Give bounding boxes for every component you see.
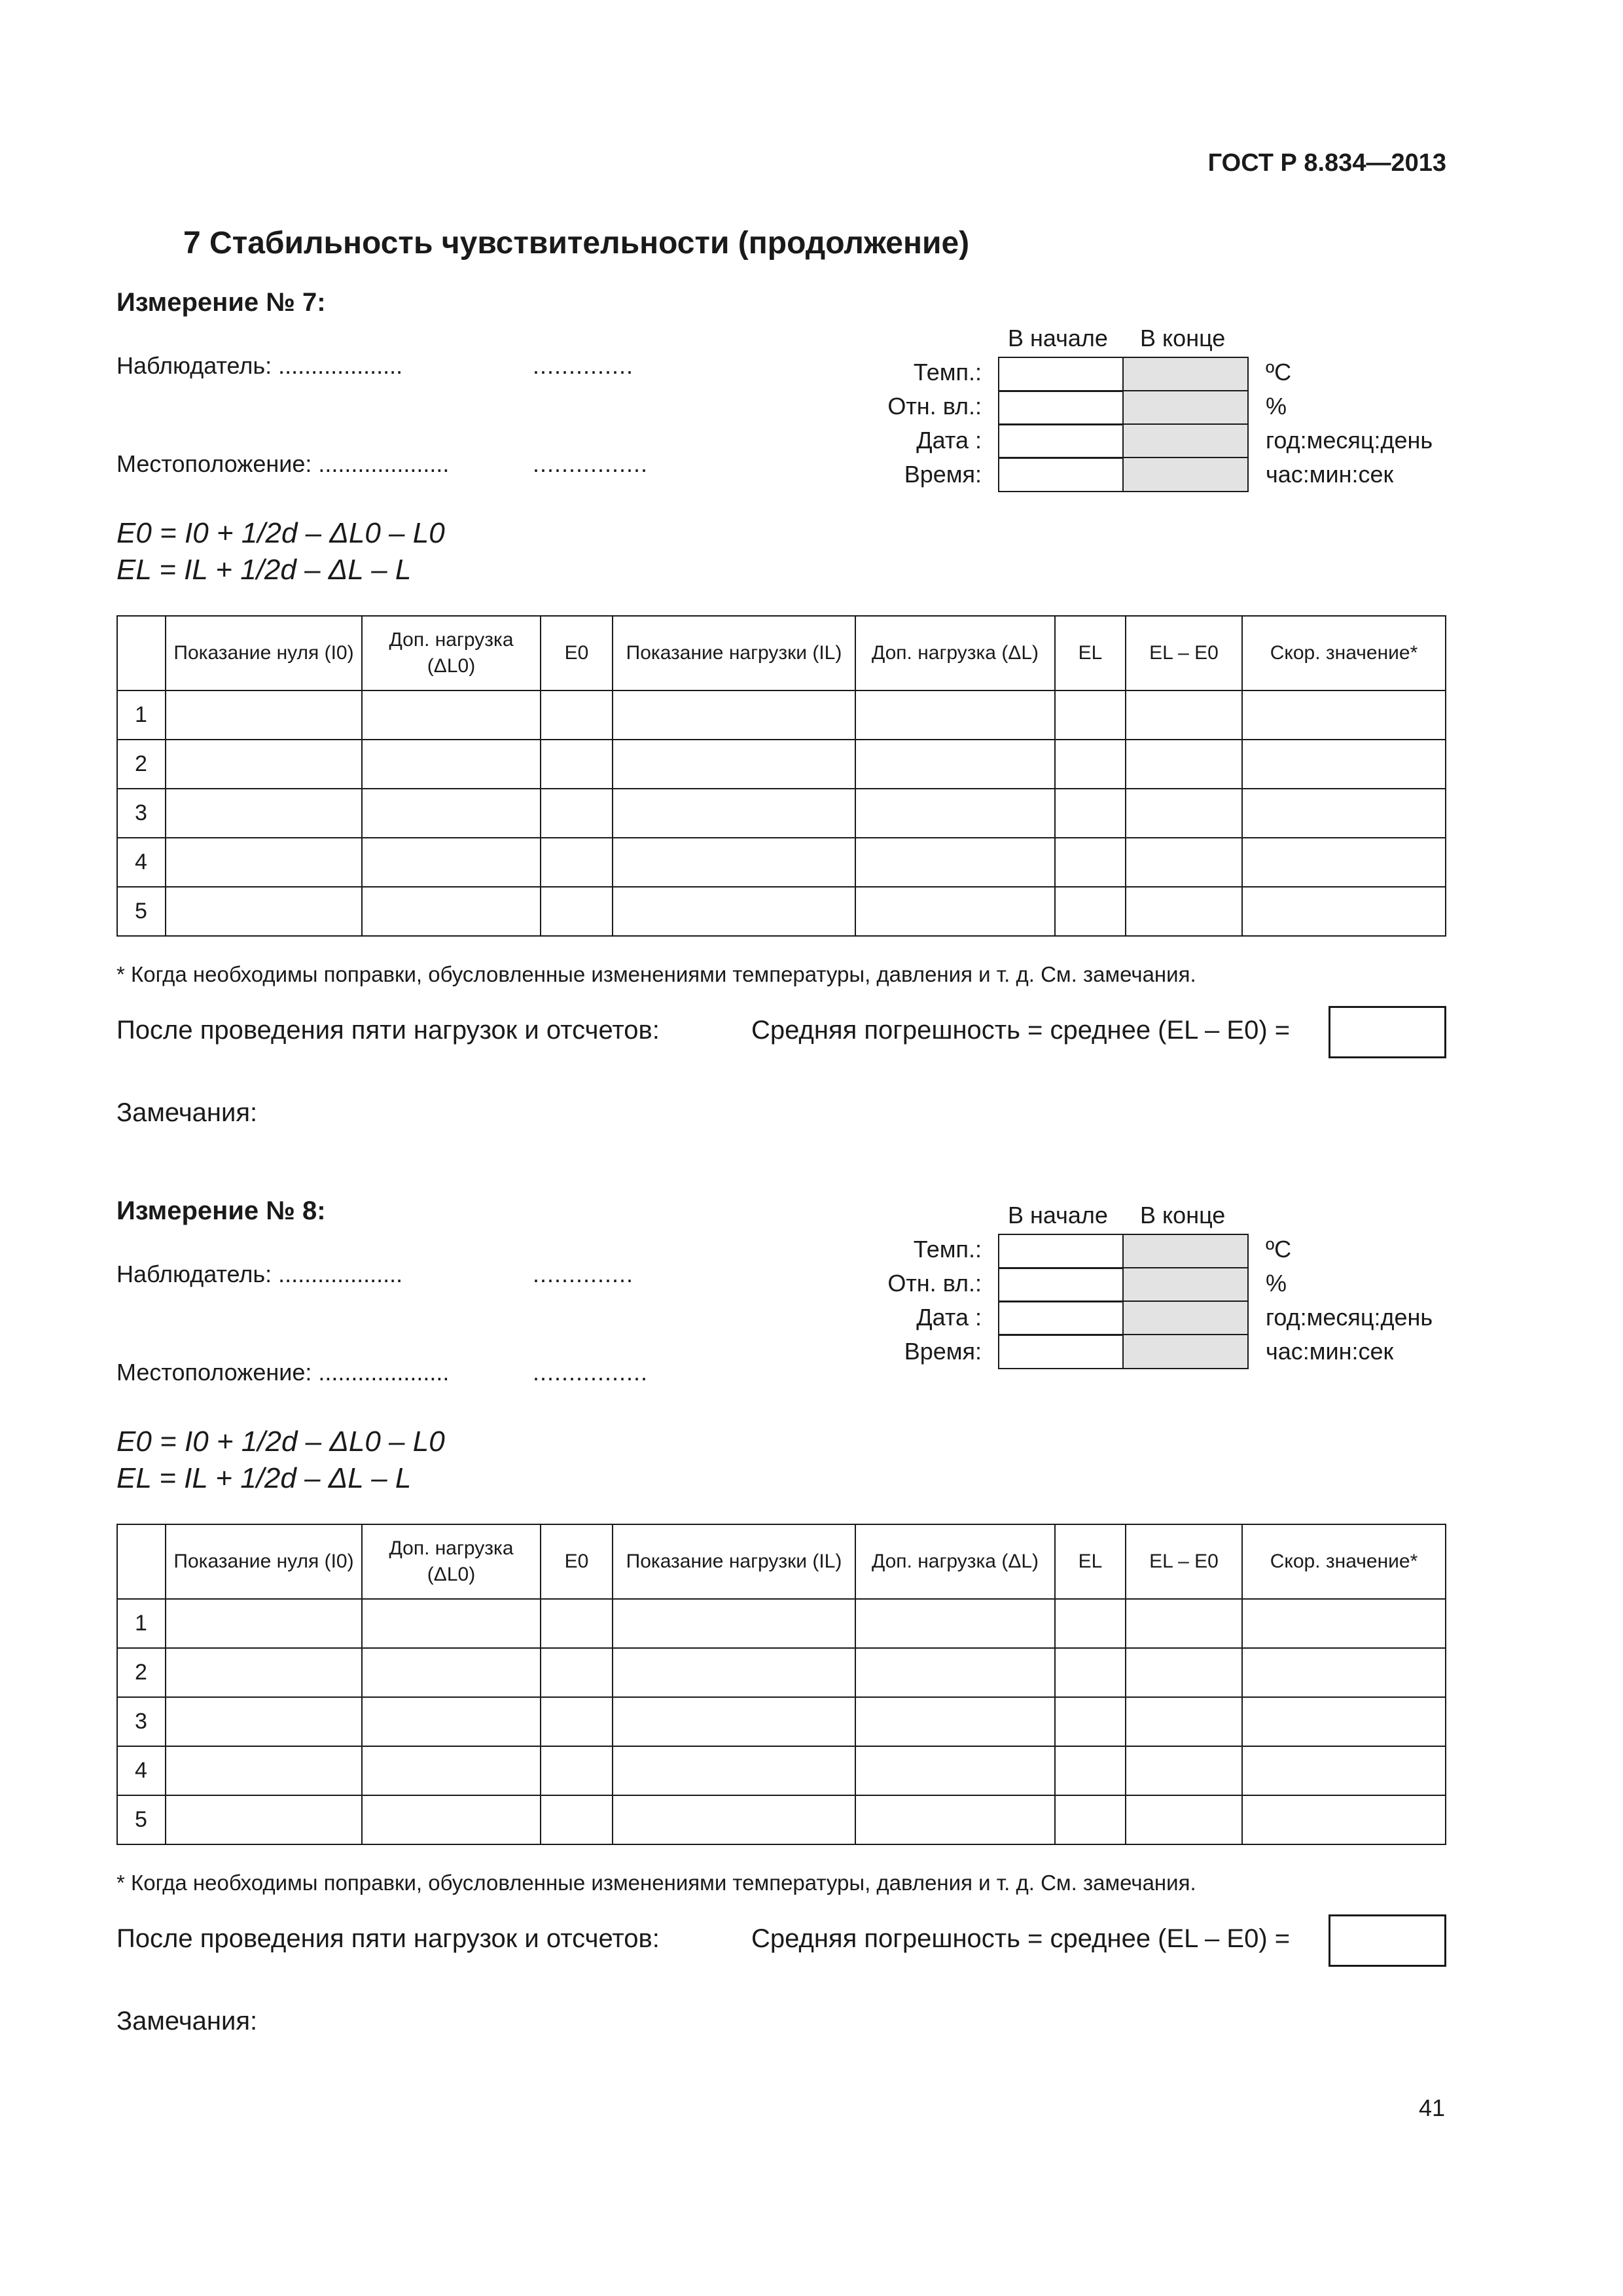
remarks-label: Замечания: bbox=[116, 1098, 258, 1127]
table-cell[interactable] bbox=[613, 1648, 855, 1697]
column-header-extra-load-zero: Доп. нагрузка (ΔL0) bbox=[362, 616, 541, 691]
row-number: 2 bbox=[117, 740, 166, 789]
table-cell[interactable] bbox=[613, 838, 855, 887]
table-cell[interactable] bbox=[1055, 1599, 1126, 1648]
date-end-field[interactable] bbox=[1122, 1300, 1249, 1336]
table-cell[interactable] bbox=[613, 740, 855, 789]
date-start-field[interactable] bbox=[998, 423, 1124, 459]
table-cell[interactable] bbox=[1126, 887, 1242, 936]
row-number: 1 bbox=[117, 1599, 166, 1648]
table-cell[interactable] bbox=[362, 1648, 541, 1697]
table-cell[interactable] bbox=[541, 1697, 613, 1746]
table-cell[interactable] bbox=[1242, 789, 1446, 838]
table-cell[interactable] bbox=[855, 1795, 1055, 1844]
table-cell[interactable] bbox=[1055, 1648, 1126, 1697]
observer-extra-dots: .............. bbox=[533, 1261, 634, 1287]
location-label: Местоположение: .................... bbox=[116, 1359, 450, 1386]
humidity-start-field[interactable] bbox=[998, 1267, 1124, 1302]
observer-label: Наблюдатель: ................... bbox=[116, 352, 403, 379]
table-cell[interactable] bbox=[613, 691, 855, 740]
table-cell[interactable] bbox=[362, 1599, 541, 1648]
table-cell[interactable] bbox=[1242, 1795, 1446, 1844]
table-cell[interactable] bbox=[362, 1697, 541, 1746]
column-header-e0: E0 bbox=[541, 616, 613, 691]
row-number: 3 bbox=[117, 789, 166, 838]
formula-el: EL = IL + 1/2d – ΔL – L bbox=[116, 1462, 412, 1494]
table-cell[interactable] bbox=[541, 1648, 613, 1697]
row-number: 1 bbox=[117, 691, 166, 740]
table-cell[interactable] bbox=[855, 789, 1055, 838]
column-header-index bbox=[117, 616, 166, 691]
column-header-extra-load-zero: Доп. нагрузка (ΔL0) bbox=[362, 1524, 541, 1599]
conditions-col-start: В начале bbox=[1008, 325, 1108, 351]
table-cell[interactable] bbox=[541, 691, 613, 740]
mean-error-label: Средняя погрешность = среднее (EL – E0) = bbox=[751, 1016, 1291, 1045]
condition-date-unit: год:месяц:день bbox=[1266, 427, 1433, 454]
table-cell[interactable] bbox=[166, 887, 362, 936]
table-cell[interactable] bbox=[166, 838, 362, 887]
condition-date-label: Дата : bbox=[916, 427, 982, 454]
after-loads-text: После проведения пяти нагрузок и отсчетов: bbox=[116, 1924, 660, 1953]
observer-extra-dots: .............. bbox=[533, 352, 634, 379]
time-start-field[interactable] bbox=[998, 457, 1124, 492]
mean-error-field[interactable] bbox=[1329, 1006, 1446, 1058]
table-cell[interactable] bbox=[1242, 1746, 1446, 1795]
temp-start-field[interactable] bbox=[998, 1234, 1124, 1269]
column-header-el-minus-e0: EL – E0 bbox=[1126, 1524, 1242, 1599]
table-cell[interactable] bbox=[1242, 1697, 1446, 1746]
table-row bbox=[117, 789, 1446, 838]
table-cell[interactable] bbox=[166, 1746, 362, 1795]
condition-temp-label: Темп.: bbox=[913, 359, 982, 386]
table-cell[interactable] bbox=[362, 691, 541, 740]
measurement-block-8 bbox=[116, 1196, 1445, 2093]
location-extra-dots: ................ bbox=[533, 1359, 649, 1386]
condition-time-label: Время: bbox=[904, 461, 982, 488]
table-cell[interactable] bbox=[855, 691, 1055, 740]
table-row bbox=[117, 1746, 1446, 1795]
table-cell[interactable] bbox=[1242, 887, 1446, 936]
table-cell[interactable] bbox=[855, 838, 1055, 887]
location-label: Местоположение: .................... bbox=[116, 450, 450, 477]
time-end-field[interactable] bbox=[1122, 1334, 1249, 1369]
column-header-index bbox=[117, 1524, 166, 1599]
table-cell[interactable] bbox=[1055, 1746, 1126, 1795]
humidity-end-field[interactable] bbox=[1122, 390, 1249, 425]
table-cell[interactable] bbox=[362, 838, 541, 887]
row-number: 4 bbox=[117, 1746, 166, 1795]
humidity-end-field[interactable] bbox=[1122, 1267, 1249, 1302]
table-cell[interactable] bbox=[855, 740, 1055, 789]
measurement-table bbox=[116, 1524, 1446, 1845]
row-number: 5 bbox=[117, 1795, 166, 1844]
row-number: 5 bbox=[117, 887, 166, 936]
table-cell[interactable] bbox=[613, 789, 855, 838]
table-cell[interactable] bbox=[1126, 1697, 1242, 1746]
table-cell[interactable] bbox=[541, 1795, 613, 1844]
table-row bbox=[117, 691, 1446, 740]
table-cell[interactable] bbox=[1242, 740, 1446, 789]
footnote: * Когда необходимы поправки, обусловленные изменениями температуры, давления и т. д. См. замечания. bbox=[116, 1871, 1196, 1895]
condition-time-label: Время: bbox=[904, 1338, 982, 1365]
conditions-col-end: В конце bbox=[1140, 1202, 1226, 1229]
table-row bbox=[117, 740, 1446, 789]
table-cell[interactable] bbox=[1055, 740, 1126, 789]
table-cell[interactable] bbox=[1055, 1697, 1126, 1746]
table-row bbox=[117, 1795, 1446, 1844]
formula-e0: E0 = I0 + 1/2d – ΔL0 – L0 bbox=[116, 517, 445, 549]
table-cell[interactable] bbox=[855, 1746, 1055, 1795]
table-cell[interactable] bbox=[613, 887, 855, 936]
table-cell[interactable] bbox=[855, 887, 1055, 936]
location-extra-dots: ................ bbox=[533, 450, 649, 477]
condition-temp-unit: ºС bbox=[1266, 1236, 1292, 1263]
measurement-table bbox=[116, 615, 1446, 937]
mean-error-field[interactable] bbox=[1329, 1914, 1446, 1967]
footnote: * Когда необходимы поправки, обусловленные изменениями температуры, давления и т. д. См. замечания. bbox=[116, 962, 1196, 986]
table-cell[interactable] bbox=[613, 1697, 855, 1746]
table-cell[interactable] bbox=[166, 1648, 362, 1697]
condition-humidity-unit: % bbox=[1266, 1270, 1287, 1297]
remarks-label: Замечания: bbox=[116, 2007, 258, 2036]
table-cell[interactable] bbox=[1055, 789, 1126, 838]
temp-start-field[interactable] bbox=[998, 357, 1124, 392]
table-cell[interactable] bbox=[855, 1697, 1055, 1746]
table-cell[interactable] bbox=[362, 789, 541, 838]
table-row bbox=[117, 887, 1446, 936]
column-header-el-minus-e0: EL – E0 bbox=[1126, 616, 1242, 691]
document-code: ГОСТ Р 8.834—2013 bbox=[1207, 149, 1446, 177]
condition-temp-label: Темп.: bbox=[913, 1236, 982, 1263]
formula-e0: E0 = I0 + 1/2d – ΔL0 – L0 bbox=[116, 1426, 445, 1458]
table-cell[interactable] bbox=[541, 887, 613, 936]
column-header-extra-load: Доп. нагрузка (ΔL) bbox=[855, 616, 1055, 691]
column-header-corrected-value: Скор. значение* bbox=[1242, 1524, 1446, 1599]
after-loads-text: После проведения пяти нагрузок и отсчетов: bbox=[116, 1016, 660, 1045]
condition-time-unit: час:мин:сек bbox=[1266, 1338, 1394, 1365]
condition-date-unit: год:месяц:день bbox=[1266, 1304, 1433, 1331]
table-cell[interactable] bbox=[166, 1795, 362, 1844]
table-cell[interactable] bbox=[362, 887, 541, 936]
measurement-title: Измерение № 7: bbox=[116, 288, 326, 317]
row-number: 3 bbox=[117, 1697, 166, 1746]
column-header-zero-reading: Показание нуля (I0) bbox=[166, 1524, 362, 1599]
table-cell[interactable] bbox=[166, 1697, 362, 1746]
table-cell[interactable] bbox=[1126, 1599, 1242, 1648]
mean-error-label: Средняя погрешность = среднее (EL – E0) = bbox=[751, 1924, 1291, 1953]
table-cell[interactable] bbox=[1242, 691, 1446, 740]
table-cell[interactable] bbox=[1126, 1795, 1242, 1844]
table-cell[interactable] bbox=[166, 1599, 362, 1648]
table-cell[interactable] bbox=[1126, 789, 1242, 838]
table-cell[interactable] bbox=[1055, 838, 1126, 887]
humidity-start-field[interactable] bbox=[998, 390, 1124, 425]
temp-end-field[interactable] bbox=[1122, 1234, 1249, 1269]
observer-label: Наблюдатель: ................... bbox=[116, 1261, 403, 1287]
table-cell[interactable] bbox=[541, 740, 613, 789]
column-header-load-reading: Показание нагрузки (IL) bbox=[613, 1524, 855, 1599]
temp-end-field[interactable] bbox=[1122, 357, 1249, 392]
table-row bbox=[117, 1648, 1446, 1697]
row-number: 4 bbox=[117, 838, 166, 887]
section-title: 7 Стабильность чувствительности (продолжение) bbox=[183, 226, 970, 260]
table-cell[interactable] bbox=[1055, 691, 1126, 740]
table-cell[interactable] bbox=[166, 740, 362, 789]
table-cell[interactable] bbox=[1242, 838, 1446, 887]
table-cell[interactable] bbox=[1126, 691, 1242, 740]
table-cell[interactable] bbox=[613, 1795, 855, 1844]
measurement-title: Измерение № 8: bbox=[116, 1196, 326, 1225]
column-header-el: EL bbox=[1055, 1524, 1126, 1599]
table-cell[interactable] bbox=[362, 740, 541, 789]
condition-humidity-label: Отн. вл.: bbox=[887, 1270, 982, 1297]
column-header-corrected-value: Скор. значение* bbox=[1242, 616, 1446, 691]
table-cell[interactable] bbox=[541, 789, 613, 838]
page-number: 41 bbox=[1418, 2094, 1445, 2121]
column-header-load-reading: Показание нагрузки (IL) bbox=[613, 616, 855, 691]
table-cell[interactable] bbox=[541, 838, 613, 887]
table-row bbox=[117, 1599, 1446, 1648]
table-cell[interactable] bbox=[855, 1648, 1055, 1697]
column-header-extra-load: Доп. нагрузка (ΔL) bbox=[855, 1524, 1055, 1599]
table-cell[interactable] bbox=[166, 691, 362, 740]
table-cell[interactable] bbox=[1055, 887, 1126, 936]
table-cell[interactable] bbox=[855, 1599, 1055, 1648]
conditions-col-end: В конце bbox=[1140, 325, 1226, 351]
table-cell[interactable] bbox=[541, 1599, 613, 1648]
measurement-block-7 bbox=[116, 288, 1445, 1185]
table-cell[interactable] bbox=[1242, 1599, 1446, 1648]
table-cell[interactable] bbox=[1126, 838, 1242, 887]
condition-date-label: Дата : bbox=[916, 1304, 982, 1331]
column-header-zero-reading: Показание нуля (I0) bbox=[166, 616, 362, 691]
table-cell[interactable] bbox=[613, 1599, 855, 1648]
table-cell[interactable] bbox=[362, 1746, 541, 1795]
formula-el: EL = IL + 1/2d – ΔL – L bbox=[116, 554, 412, 586]
table-cell[interactable] bbox=[1126, 1746, 1242, 1795]
time-start-field[interactable] bbox=[998, 1334, 1124, 1369]
condition-humidity-label: Отн. вл.: bbox=[887, 393, 982, 420]
condition-time-unit: час:мин:сек bbox=[1266, 461, 1394, 488]
row-number: 2 bbox=[117, 1648, 166, 1697]
table-header-row bbox=[117, 616, 1446, 691]
table-row bbox=[117, 1697, 1446, 1746]
table-cell[interactable] bbox=[362, 1795, 541, 1844]
column-header-el: EL bbox=[1055, 616, 1126, 691]
time-end-field[interactable] bbox=[1122, 457, 1249, 492]
condition-temp-unit: ºС bbox=[1266, 359, 1292, 386]
table-header-row bbox=[117, 1524, 1446, 1599]
table-cell[interactable] bbox=[1126, 1648, 1242, 1697]
conditions-col-start: В начале bbox=[1008, 1202, 1108, 1229]
date-end-field[interactable] bbox=[1122, 423, 1249, 459]
table-cell[interactable] bbox=[541, 1746, 613, 1795]
table-cell[interactable] bbox=[613, 1746, 855, 1795]
date-start-field[interactable] bbox=[998, 1300, 1124, 1336]
condition-humidity-unit: % bbox=[1266, 393, 1287, 420]
column-header-e0: E0 bbox=[541, 1524, 613, 1599]
table-cell[interactable] bbox=[166, 789, 362, 838]
table-row bbox=[117, 838, 1446, 887]
table-cell[interactable] bbox=[1055, 1795, 1126, 1844]
table-cell[interactable] bbox=[1126, 740, 1242, 789]
table-cell[interactable] bbox=[1242, 1648, 1446, 1697]
